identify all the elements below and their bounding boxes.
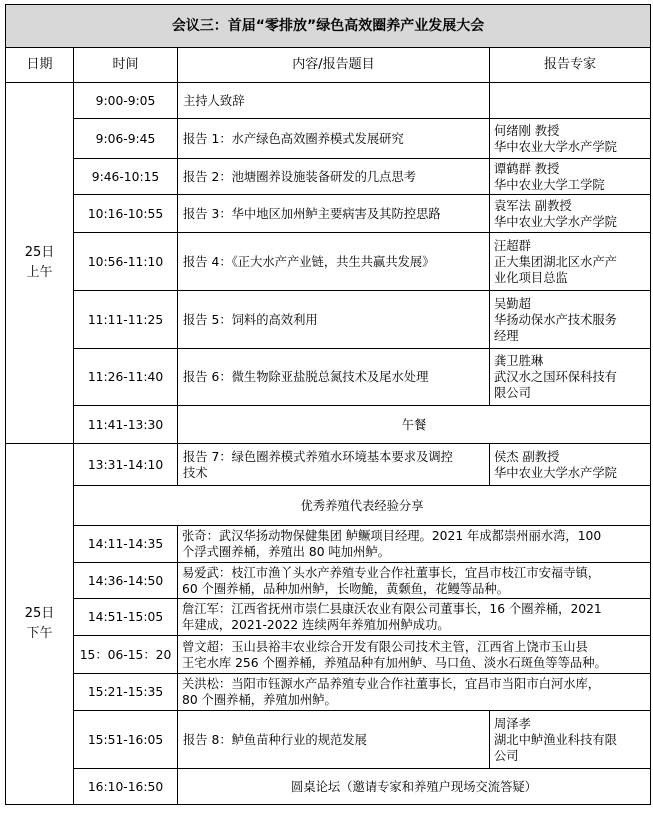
share-line2: 年建成，2021-2022 连续两年养殖加州鲈成功。	[182, 618, 450, 632]
expert-cell	[490, 711, 651, 769]
time-cell: 9:06-9:45	[74, 119, 178, 159]
table-row	[6, 526, 651, 563]
time-cell: 11:11-11:25	[74, 291, 178, 349]
expert-affiliation-line1: 湖北中鲈渔业科技有限	[494, 732, 617, 747]
date-pm-cell	[6, 444, 74, 805]
time-cell: 10:16-10:55	[74, 195, 178, 233]
time-cell: 13:31-14:10	[74, 444, 178, 486]
expert-affiliation-line1: 华扬动保水产技术服务	[494, 312, 617, 327]
expert-cell	[490, 233, 651, 291]
time-cell: 9:46-10:15	[74, 159, 178, 195]
expert-name: 何绪刚 教授	[494, 123, 560, 138]
date-pm-period: 下午	[26, 626, 53, 641]
date-am-cell	[6, 83, 74, 444]
table-row	[6, 444, 651, 486]
time-cell: 11:26-11:40	[74, 349, 178, 406]
expert-name: 侯杰 副教授	[494, 449, 560, 464]
expert-cell	[490, 444, 651, 486]
expert-cell	[490, 159, 651, 195]
table-row	[6, 769, 651, 805]
expert-affiliation-line2: 公司	[494, 748, 519, 763]
expert-cell	[490, 291, 651, 349]
content-cell: 报告 4：《正大水产产业链，共生共赢共发展》	[178, 233, 490, 291]
expert-affiliation-line1: 武汉水之国环保科技有	[494, 370, 617, 384]
content-cell: 报告 6：微生物除亚盐脱总氮技术及尾水处理	[178, 349, 490, 406]
table-row	[6, 486, 651, 526]
share-line1: 曾文超：玉山县裕丰农业综合开发有限公司技术主管，江西省上饶市玉山县	[182, 639, 588, 654]
share-cell	[178, 636, 651, 674]
content-cell: 报告 8：鲈鱼苗种行业的规范发展	[178, 711, 490, 769]
date-pm-day: 25日	[24, 606, 55, 621]
table-row	[6, 599, 651, 636]
expert-name: 周泽孝	[494, 716, 531, 731]
header-row	[6, 48, 651, 83]
table-row	[6, 291, 651, 349]
time-cell: 14:11-14:35	[74, 526, 178, 563]
content-line1: 报告 7：绿色圈养模式养殖水环境基本要求及调控	[183, 449, 453, 464]
content-cell: 报告 3：华中地区加州鲈主要病害及其防控思路	[178, 195, 490, 233]
content-cell: 报告 2：池塘圈养设施装备研发的几点思考	[178, 159, 490, 195]
expert-cell	[490, 195, 651, 233]
expert-affiliation: 华中农业大学水产学院	[494, 465, 617, 480]
share-cell	[178, 563, 651, 599]
table-row	[6, 349, 651, 406]
time-cell: 11:41-13:30	[74, 406, 178, 444]
header-date: 日期	[6, 48, 74, 83]
date-am-period: 上午	[26, 265, 53, 280]
expert-name: 谭鹤群 教授	[494, 161, 560, 176]
share-section-title: 优秀养殖代表经验分享	[74, 486, 651, 526]
lunch-cell: 午餐	[178, 406, 651, 444]
share-cell	[178, 599, 651, 636]
share-line1: 张奇：武汉华扬动物保健集团 鲈鳜项目经理。2021 年成都崇州丽水湾，100	[182, 529, 602, 543]
schedule-table	[5, 4, 651, 805]
table-row	[6, 119, 651, 159]
time-cell: 9:00-9:05	[74, 83, 178, 119]
table-row	[6, 636, 651, 674]
share-line2: 60 个圈养桶，品种加州鲈，长吻鮠，黄颡鱼，花鳗等品种。	[182, 581, 509, 596]
content-cell	[178, 444, 490, 486]
share-line1: 易爱武：枝江市渔丫头水产养殖专业合作社董事长，宜昌市枝江市安福寺镇，	[182, 565, 601, 580]
table-row	[6, 563, 651, 599]
time-cell: 14:36-14:50	[74, 563, 178, 599]
expert-affiliation-line2: 限公司	[494, 386, 531, 400]
share-cell	[178, 674, 651, 711]
header-content: 内容/报告题目	[178, 48, 490, 83]
table-row	[6, 195, 651, 233]
table-row	[6, 711, 651, 769]
time-cell: 15：06-15：20	[74, 636, 178, 674]
expert-cell	[490, 83, 651, 119]
share-line2: 80 个圈养桶，养殖加州鲈。	[182, 693, 337, 707]
share-line2: 王宅水库 256 个圈养桶，养殖品种有加州鲈、马口鱼、淡水石斑鱼等等品种。	[182, 655, 607, 670]
expert-affiliation: 华中农业大学水产学院	[494, 139, 617, 154]
expert-affiliation: 华中农业大学水产学院	[494, 214, 617, 229]
table-row	[6, 406, 651, 444]
title-row	[6, 5, 651, 48]
time-cell: 15:51-16:05	[74, 711, 178, 769]
table-row	[6, 233, 651, 291]
date-am-day: 25日	[24, 245, 55, 260]
share-line1: 詹江军：江西省抚州市崇仁县康沃农业有限公司董事长，16 个圈养桶，2021	[182, 602, 602, 616]
table-row	[6, 674, 651, 711]
expert-cell	[490, 119, 651, 159]
share-line1: 关洪松：当阳市钰源水产品养殖专业合作社董事长，宜昌市当阳市白河水库，	[182, 677, 601, 691]
expert-affiliation-line1: 正大集团湖北区水产产	[494, 254, 617, 269]
expert-cell	[490, 349, 651, 406]
expert-affiliation-line2: 业化项目总监	[494, 270, 568, 285]
expert-name: 袁军法 副教授	[494, 198, 572, 213]
meeting-title: 会议三：首届“零排放”绿色高效圈养产业发展大会	[6, 5, 651, 48]
content-cell: 报告 5：饲料的高效利用	[178, 291, 490, 349]
time-cell: 14:51-15:05	[74, 599, 178, 636]
share-cell	[178, 526, 651, 563]
time-cell: 10:56-11:10	[74, 233, 178, 291]
time-cell: 15:21-15:35	[74, 674, 178, 711]
header-expert: 报告专家	[490, 48, 651, 83]
expert-name: 龚卫胜琳	[494, 354, 544, 368]
content-line2: 技术	[183, 465, 208, 480]
expert-name: 吴勤超	[494, 296, 531, 311]
expert-affiliation: 华中农业大学工学院	[494, 177, 605, 192]
table-row	[6, 159, 651, 195]
table-row	[6, 83, 651, 119]
header-time: 时间	[74, 48, 178, 83]
expert-affiliation-line2: 经理	[494, 328, 519, 343]
time-cell: 16:10-16:50	[74, 769, 178, 805]
content-cell: 报告 1：水产绿色高效圈养模式发展研究	[178, 119, 490, 159]
content-cell: 主持人致辞	[178, 83, 490, 119]
expert-name: 汪超群	[494, 238, 531, 253]
forum-cell: 圆桌论坛（邀请专家和养殖户现场交流答疑）	[178, 769, 651, 805]
share-line2: 个浮式圈养桶，养殖出 80 吨加州鲈。	[182, 545, 390, 559]
